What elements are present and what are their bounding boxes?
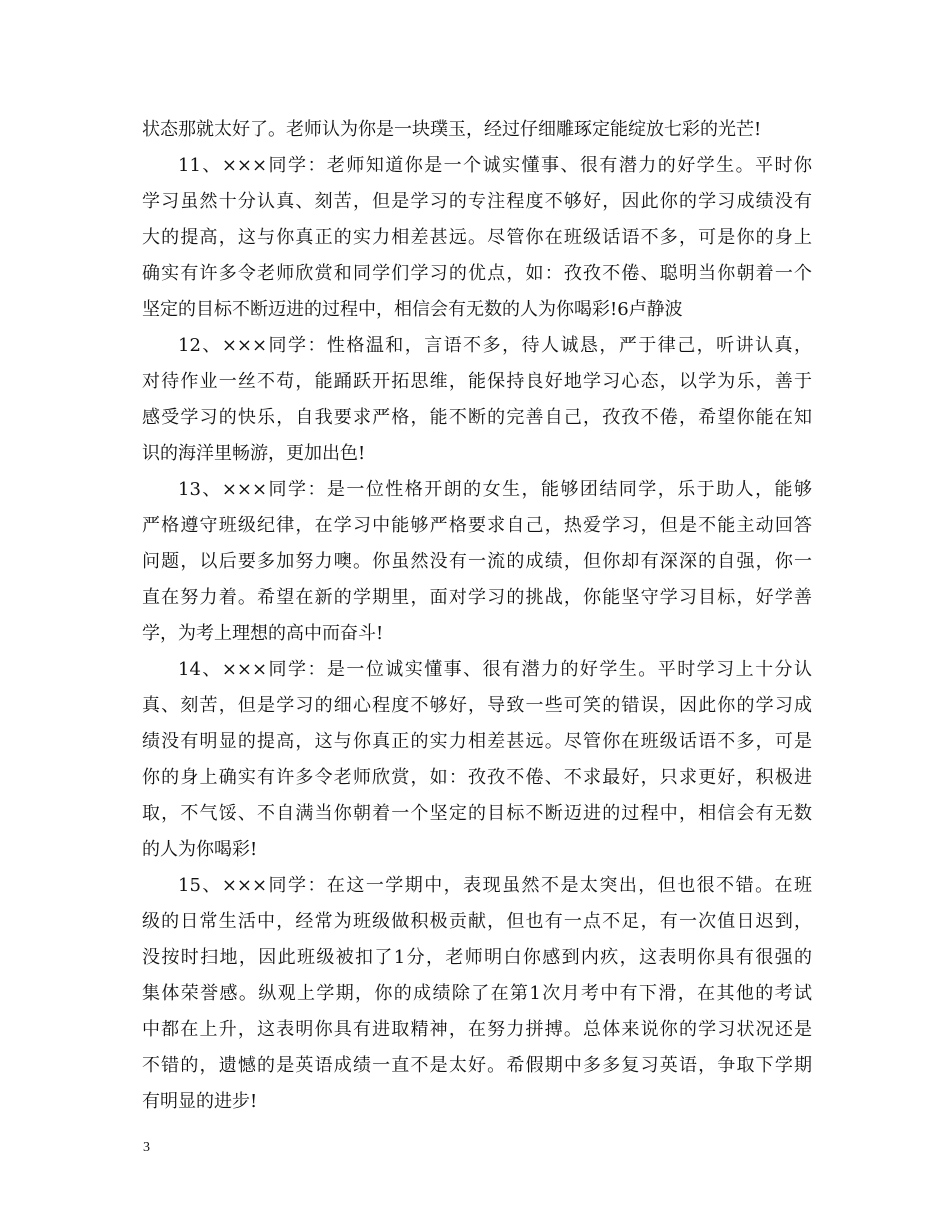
document-body	[142, 112, 812, 1120]
paragraph-line: 坚定的目标不断迈进的过程中，相信会有无数的人为你喝彩!6卢静波	[142, 299, 683, 320]
comment-paragraph	[142, 328, 812, 472]
paragraph-line: 11、×××同学：老师知道你是一个诚实懂事、很有潜力的好学生。平时你	[178, 155, 812, 176]
paragraph-line: 没按时扫地，因此班级被扣了1分，老师明白你感到内疚，这表明你具有很强的	[142, 947, 812, 968]
paragraph-line: 中都在上升，这表明你具有进取精神，在努力拼搏。总体来说你的学习状况还是	[142, 1019, 812, 1040]
paragraph-line: 状态那就太好了。老师认为你是一块璞玉，经过仔细雕琢定能绽放七彩的光芒!	[142, 119, 762, 140]
paragraph-line: 的人为你喝彩!	[142, 839, 258, 860]
comment-paragraph	[142, 652, 812, 868]
paragraph-line: 12、×××同学：性格温和，言语不多，待人诚恳，严于律己，听讲认真，	[178, 335, 812, 356]
paragraph-line: 级的日常生活中，经常为班级做积极贡献，但也有一点不足，有一次值日迟到，	[142, 911, 812, 932]
paragraph-line: 有明显的进步!	[142, 1091, 258, 1112]
paragraph-line: 不错的，遗憾的是英语成绩一直不是太好。希假期中多多复习英语，争取下学期	[142, 1055, 812, 1076]
paragraph-line: 取，不气馁、不自满当你朝着一个坚定的目标不断迈进的过程中，相信会有无数	[142, 803, 812, 824]
paragraph-line: 识的海洋里畅游，更加出色!	[142, 443, 366, 464]
paragraph-line: 13、×××同学：是一位性格开朗的女生，能够团结同学，乐于助人，能够	[178, 479, 812, 500]
comment-paragraph	[142, 112, 812, 148]
paragraph-line: 集体荣誉感。纵观上学期，你的成绩除了在第1次月考中有下滑，在其他的考试	[142, 983, 812, 1004]
paragraph-line: 15、×××同学：在这一学期中，表现虽然不是太突出，但也很不错。在班	[178, 875, 812, 896]
comment-paragraph	[142, 868, 812, 1120]
paragraph-line: 你的身上确实有许多令老师欣赏，如：孜孜不倦、不求最好，只求更好，积极进	[142, 767, 812, 788]
comment-paragraph	[142, 472, 812, 652]
page-number: 3	[143, 1140, 150, 1155]
paragraph-line: 学，为考上理想的高中而奋斗!	[142, 623, 384, 644]
paragraph-line: 真、刻苦，但是学习的细心程度不够好，导致一些可笑的错误，因此你的学习成	[142, 695, 812, 716]
paragraph-line: 直在努力着。希望在新的学期里，面对学习的挑战，你能坚守学习目标，好学善	[142, 587, 812, 608]
paragraph-line: 大的提高，这与你真正的实力相差甚远。尽管你在班级话语不多，可是你的身上	[142, 227, 812, 248]
comment-paragraph	[142, 148, 812, 328]
paragraph-line: 14、×××同学：是一位诚实懂事、很有潜力的好学生。平时学习上十分认	[178, 659, 812, 680]
paragraph-line: 问题，以后要多加努力噢。你虽然没有一流的成绩，但你却有深深的自强，你一	[142, 551, 812, 572]
paragraph-line: 严格遵守班级纪律，在学习中能够严格要求自己，热爱学习，但是不能主动回答	[142, 515, 812, 536]
paragraph-line: 绩没有明显的提高，这与你真正的实力相差甚远。尽管你在班级话语不多，可是	[142, 731, 812, 752]
paragraph-line: 感受学习的快乐，自我要求严格，能不断的完善自己，孜孜不倦，希望你能在知	[142, 407, 812, 428]
paragraph-line: 确实有许多令老师欣赏和同学们学习的优点，如：孜孜不倦、聪明当你朝着一个	[142, 263, 812, 284]
paragraph-line: 对待作业一丝不苟，能踊跃开拓思维，能保持良好地学习心态，以学为乐，善于	[142, 371, 812, 392]
paragraph-line: 学习虽然十分认真、刻苦，但是学习的专注程度不够好，因此你的学习成绩没有	[142, 191, 812, 212]
